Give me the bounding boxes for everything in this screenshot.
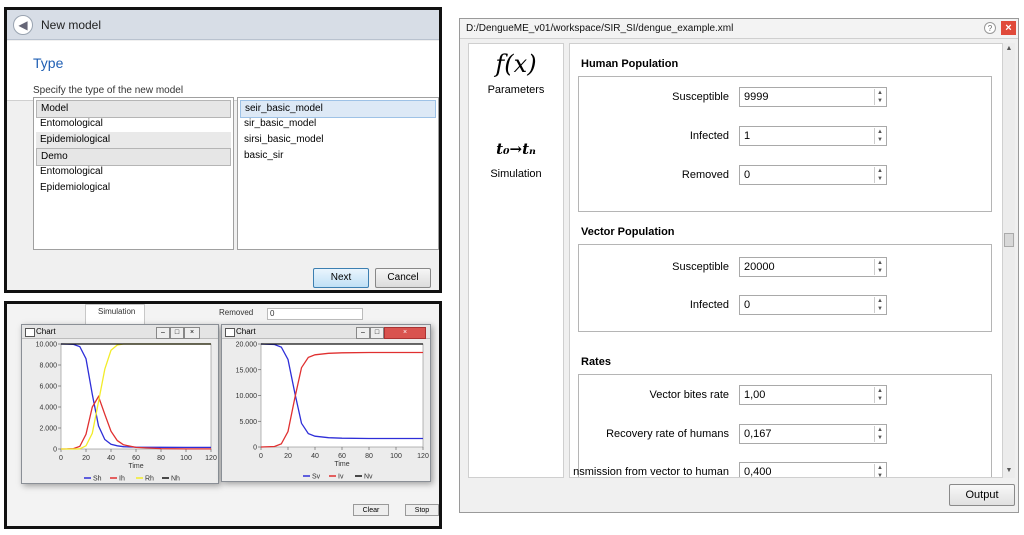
next-button[interactable]: Next <box>313 268 369 288</box>
field-label: Susceptible <box>672 91 729 103</box>
simulation-charts-panel <box>4 301 442 529</box>
x-tick-label: 40 <box>107 455 115 462</box>
human-infected-input[interactable] <box>739 126 887 146</box>
x-tick-label: 120 <box>205 455 217 462</box>
field-label: Vector bites rate <box>649 389 729 401</box>
editor-nav <box>468 43 564 478</box>
scroll-thumb[interactable] <box>1004 233 1014 247</box>
y-tick-label: 15.000 <box>235 367 257 375</box>
chart-window-title: Chart <box>236 327 256 336</box>
legend-label: Nv <box>364 473 373 481</box>
vector-population-group <box>578 244 992 332</box>
y-tick-label: 2.000 <box>39 425 57 433</box>
field-label: Recovery rate of humans <box>606 428 729 440</box>
page-title: Type <box>33 55 64 71</box>
rates-title: Rates <box>581 356 611 368</box>
y-tick-label: 6.000 <box>39 383 57 391</box>
spin-arrows-icon[interactable]: ▲ ▼ <box>874 167 885 183</box>
chart-window-title: Chart <box>36 327 56 336</box>
field-value: 1 <box>744 130 751 142</box>
parameters-form <box>569 43 1010 478</box>
y-tick-label: 20.000 <box>235 341 257 349</box>
legend-label: Sh <box>93 475 102 483</box>
category-group[interactable]: Demo <box>36 148 231 166</box>
background-removed-value: 0 <box>267 308 363 320</box>
x-tick-label: 120 <box>417 453 429 460</box>
model-item[interactable]: seir_basic_model <box>240 100 436 118</box>
legend-label: Rh <box>145 475 154 483</box>
y-tick-label: 10.000 <box>235 393 257 400</box>
nav-item-simulation[interactable] <box>469 140 563 196</box>
field-label: Susceptible <box>672 261 729 273</box>
field-label: Infected <box>689 130 729 142</box>
chart-window-human[interactable] <box>21 324 219 484</box>
spin-arrows-icon[interactable]: ▲ ▼ <box>874 297 885 313</box>
model-item[interactable]: sir_basic_model <box>244 118 317 129</box>
y-tick-label: 4.000 <box>39 404 57 412</box>
minimize-icon[interactable]: – <box>156 327 170 339</box>
field-value: 9999 <box>744 91 769 103</box>
close-icon[interactable]: × <box>184 327 200 339</box>
field-value: 0 <box>744 299 751 311</box>
spin-arrows-icon[interactable]: ▲ ▼ <box>874 426 885 442</box>
minimize-icon[interactable]: – <box>356 327 370 339</box>
dialog-titlebar <box>7 10 439 40</box>
cancel-button[interactable]: Cancel <box>375 268 431 288</box>
chart-window-titlebar <box>222 325 430 339</box>
chart-window-titlebar <box>22 325 218 339</box>
x-tick-label: 100 <box>180 455 192 462</box>
field-label: nsmission from vector to human <box>573 466 729 478</box>
category-item[interactable]: Epidemiological <box>40 182 111 193</box>
x-tick-label: 0 <box>59 455 63 462</box>
category-list[interactable] <box>33 97 234 250</box>
rates-group <box>573 374 992 478</box>
vector-population-title: Vector Population <box>581 226 675 238</box>
y-tick-label: 10.000 <box>35 341 57 349</box>
category-item[interactable]: Entomological <box>40 166 103 177</box>
x-tick-label: 80 <box>157 455 165 462</box>
field-label: Removed <box>681 169 729 181</box>
x-tick-label: 60 <box>338 453 346 460</box>
y-tick-label: 8.000 <box>39 362 57 370</box>
vector-infected-input[interactable] <box>739 295 887 315</box>
plot-area <box>261 344 423 447</box>
vector-susceptible-input[interactable] <box>739 257 887 277</box>
background-removed-label: Removed <box>219 308 254 317</box>
field-value: 0,400 <box>744 466 772 478</box>
recovery-rate-input[interactable] <box>739 424 887 444</box>
x-axis-label: Time <box>128 463 144 470</box>
human-susceptible-input[interactable] <box>739 87 887 107</box>
scroll-up-icon[interactable]: ▲ <box>1005 45 1013 52</box>
spin-arrows-icon[interactable]: ▲ ▼ <box>874 128 885 144</box>
chart-window-icon <box>225 328 235 337</box>
field-value: 0,167 <box>744 428 772 440</box>
chart-window-icon <box>25 328 35 337</box>
page-description: Specify the type of the new model <box>33 85 184 96</box>
output-button[interactable]: Output <box>949 484 1015 506</box>
close-icon[interactable]: × <box>1001 21 1016 35</box>
spin-arrows-icon[interactable]: ▲ ▼ <box>874 387 885 403</box>
category-item[interactable]: Entomological <box>40 118 103 129</box>
maximize-icon[interactable]: □ <box>370 327 384 339</box>
nav-simulation-label: Simulation <box>490 168 542 180</box>
parameter-editor-window <box>459 18 1019 513</box>
field-value: 20000 <box>744 261 775 273</box>
function-icon: f(x) <box>495 50 537 78</box>
new-model-dialog <box>4 7 442 293</box>
help-icon[interactable]: ? <box>984 22 996 34</box>
legend-label: Iv <box>338 473 344 481</box>
model-item[interactable]: sirsi_basic_model <box>244 134 324 145</box>
x-tick-label: 80 <box>365 453 373 460</box>
back-arrow-icon[interactable]: ◀ <box>13 15 33 35</box>
nav-item-parameters[interactable] <box>469 50 563 122</box>
editor-titlebar <box>460 19 1018 39</box>
y-tick-label: 5.000 <box>239 418 257 426</box>
file-path: D:/DengueME_v01/workspace/SIR_SI/dengue_example.xml <box>466 23 734 34</box>
close-icon[interactable]: × <box>384 327 426 339</box>
category-item[interactable]: Epidemiological <box>36 132 231 148</box>
form-scrollbar[interactable] <box>1002 43 1015 478</box>
legend-label: Nh <box>171 475 180 483</box>
human-population-group <box>578 76 992 212</box>
field-value: 0 <box>744 169 751 181</box>
maximize-icon[interactable]: □ <box>170 327 184 339</box>
background-removed-row <box>219 308 365 322</box>
nav-parameters-label: Parameters <box>487 84 545 96</box>
scroll-down-icon[interactable]: ▼ <box>1005 467 1013 474</box>
dialog-header <box>7 41 439 101</box>
x-axis-label: Time <box>334 461 350 468</box>
simulation-icon: t₀→tₙ <box>496 140 536 158</box>
chart-window-vector[interactable] <box>221 324 431 482</box>
background-simulation-tab: Simulation <box>85 304 145 328</box>
x-tick-label: 20 <box>82 455 90 462</box>
spin-arrows-icon[interactable]: ▲ ▼ <box>874 89 885 105</box>
human-population-title: Human Population <box>581 58 679 70</box>
model-list[interactable] <box>237 97 439 250</box>
human-population-chart <box>23 340 217 483</box>
x-tick-label: 60 <box>132 455 140 462</box>
x-tick-label: 0 <box>259 453 263 460</box>
x-tick-label: 100 <box>390 453 402 460</box>
field-label: Infected <box>689 299 729 311</box>
category-group[interactable]: Model <box>36 100 231 118</box>
spin-arrows-icon[interactable]: ▲ ▼ <box>874 464 885 478</box>
vector-population-chart <box>223 340 429 481</box>
field-value: 1,00 <box>744 389 766 401</box>
plot-area <box>61 344 211 449</box>
clear-button[interactable]: Clear <box>353 504 389 516</box>
transmission-rate-input[interactable] <box>739 462 887 478</box>
y-tick-label: 0 <box>53 446 57 454</box>
stop-button[interactable]: Stop <box>405 504 439 516</box>
dialog-title: New model <box>41 18 102 32</box>
legend-label: Sv <box>312 473 321 481</box>
spin-arrows-icon[interactable]: ▲ ▼ <box>874 259 885 275</box>
model-item[interactable]: basic_sir <box>244 150 284 161</box>
x-tick-label: 40 <box>311 453 319 460</box>
y-tick-label: 0 <box>253 444 257 452</box>
legend-label: Ih <box>119 475 125 483</box>
x-tick-label: 20 <box>284 453 292 460</box>
human-removed-input[interactable] <box>739 165 887 185</box>
vector-bites-rate-input[interactable] <box>739 385 887 405</box>
